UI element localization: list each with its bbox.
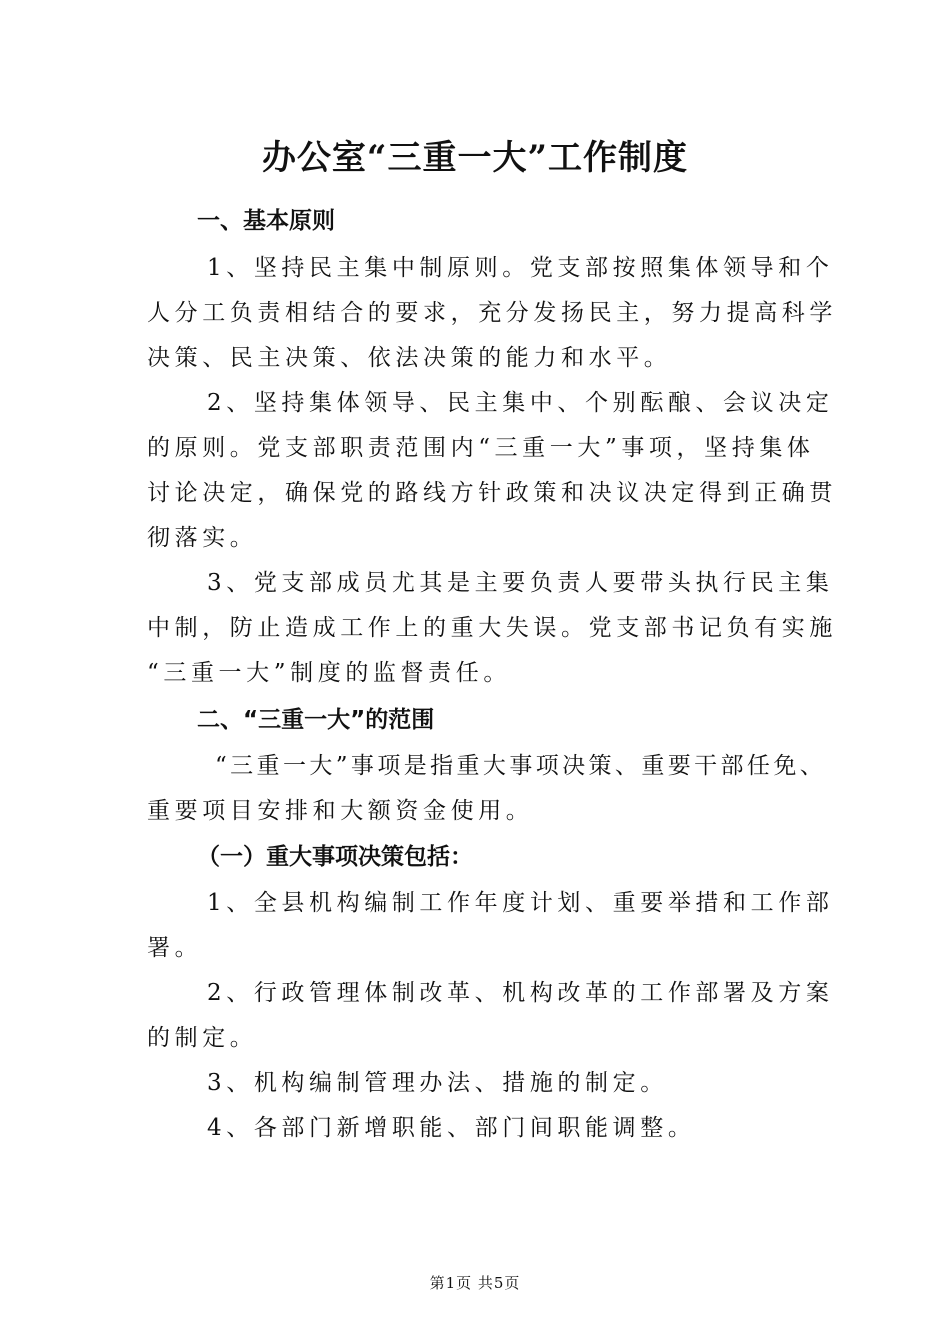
paragraph-line: 3、党支部成员尤其是主要负责人要带头执行民主集: [207, 570, 834, 596]
paragraph-line: 讨论决定，确保党的路线方针政策和决议决定得到正确贯: [147, 480, 837, 506]
paragraph-line: 彻落实。: [147, 525, 258, 551]
page-footer: 第1页 共5页: [429, 1274, 521, 1292]
paragraph-line: 1、坚持民主集中制原则。党支部按照集体领导和个: [207, 255, 834, 281]
list-item-line: 1、全县机构编制工作年度计划、重要举措和工作部: [207, 890, 834, 916]
paragraph-line: 重要项目安排和大额资金使用。: [147, 798, 534, 824]
sub-heading-major-decisions: （一）重大事项决策包括：: [197, 844, 473, 870]
list-item-line: 的制定。: [147, 1025, 258, 1051]
paragraph-line: “三重一大”事项是指重大事项决策、重要干部任免、: [215, 753, 827, 779]
section-heading-basic-principles: 一、基本原则: [197, 208, 335, 234]
list-item-line: 3、机构编制管理办法、措施的制定。: [207, 1070, 668, 1096]
paragraph-line: 决策、民主决策、依法决策的能力和水平。: [147, 345, 672, 371]
list-item-line: 署。: [147, 935, 203, 961]
paragraph-line: “三重一大”制度的监督责任。: [147, 660, 511, 686]
list-item-line: 2、行政管理体制改革、机构改革的工作部署及方案: [207, 980, 834, 1006]
list-item-line: 4、各部门新增职能、部门间职能调整。: [207, 1115, 696, 1141]
document-title: 办公室“三重一大”工作制度: [261, 138, 689, 178]
section-heading-scope: 二、“三重一大”的范围: [197, 707, 435, 733]
paragraph-line: 的原则。党支部职责范围内“三重一大”事项，坚持集体: [147, 435, 815, 461]
paragraph-line: 2、坚持集体领导、民主集中、个别酝酿、会议决定: [207, 390, 834, 416]
paragraph-line: 中制，防止造成工作上的重大失误。党支部书记负有实施: [147, 615, 837, 641]
paragraph-line: 人分工负责相结合的要求，充分发扬民主，努力提高科学: [147, 300, 837, 326]
